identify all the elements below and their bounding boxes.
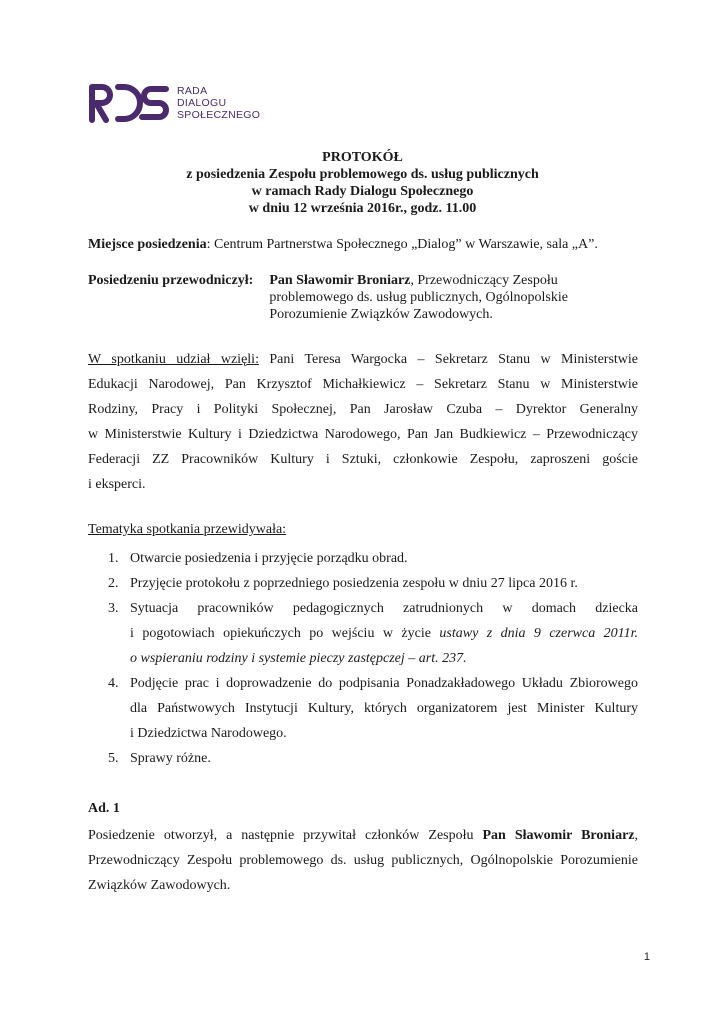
ad1-line-2: Przewodniczący Zespołu problemowego ds. usług publicznych, Ogólnopolskie Porozumienie bbox=[88, 853, 638, 868]
ad1-body bbox=[88, 823, 638, 898]
agenda-item-text: Sprawy różne. bbox=[130, 751, 211, 766]
ad1-line-1-bold: Pan Sławomir Broniarz bbox=[482, 828, 635, 843]
logo-line-dialogu: DIALOGU bbox=[177, 97, 227, 109]
agenda-item-text: Sytuacja pracowników pedagogicznych zatrudnionych w domach dziecka bbox=[130, 601, 638, 616]
ad1-heading: Ad. 1 bbox=[88, 801, 120, 816]
participants-paragraph bbox=[88, 347, 638, 497]
meeting-place-label: Miejsce posiedzenia bbox=[88, 237, 207, 252]
participants-line-3: Rodziny, Pracy i Polityki Społecznej, Pan Jarosław Czuba – Dyrektor Generalny bbox=[88, 402, 638, 417]
participants-line-2: Edukacji Narodowej, Pan Krzysztof Michałkiewicz – Sekretarz Stanu w Ministerstwie bbox=[88, 377, 638, 392]
agenda-item bbox=[108, 596, 638, 671]
title-line-1: PROTOKÓŁ bbox=[322, 150, 403, 165]
agenda-item-text: Przyjęcie protokołu z poprzedniego posiedzenia zespołu w dniu 27 lipca 2016 r. bbox=[130, 576, 578, 591]
agenda-item-number: 4. bbox=[108, 676, 119, 691]
chair-section bbox=[88, 272, 638, 323]
chair-body bbox=[269, 272, 638, 323]
participants-line bbox=[88, 347, 638, 372]
chair-label: Posiedzeniu przewodniczył: bbox=[88, 273, 254, 288]
agenda-item bbox=[108, 546, 638, 571]
agenda-item-number: 3. bbox=[108, 601, 119, 616]
participants-line-1: Pani Teresa Wargocka – Sekretarz Stanu w Ministerstwie bbox=[258, 352, 639, 367]
agenda-item-number: 2. bbox=[108, 576, 119, 591]
agenda-item bbox=[108, 571, 638, 596]
participants-line-6: i eksperci. bbox=[88, 477, 146, 492]
agenda-item bbox=[108, 671, 638, 746]
participants-line-4: w Ministerstwie Kultury i Dziedzictwa Narodowego, Pan Jan Budkiewicz – Przewodniczący bbox=[88, 427, 638, 442]
logo-text bbox=[177, 85, 260, 121]
title-line-3: w ramach Rady Dialogu Społecznego bbox=[251, 184, 474, 199]
chair-line-1-rest: , Przewodniczący Zespołu bbox=[410, 273, 558, 288]
title-line-4: w dniu 12 września 2016r., godz. 11.00 bbox=[248, 201, 477, 216]
agenda-item-text-line-2: dla Państwowych Instytucji Kultury, których organizatorem jest Minister Kultury bbox=[130, 701, 638, 716]
agenda-list bbox=[108, 546, 638, 771]
chair-line-2: problemowego ds. usług publicznych, Ogólnopolskie bbox=[269, 290, 568, 305]
agenda-title: Tematyka spotkania przewidywała: bbox=[88, 522, 287, 537]
logo-line-rada: RADA bbox=[177, 85, 208, 97]
agenda-item-plain: i pogotowiach opiekuńczych po wejściu w życie bbox=[130, 626, 440, 641]
chair-line-3: Porozumienie Związków Zawodowych. bbox=[269, 307, 493, 322]
document-title bbox=[0, 149, 725, 217]
agenda-item-text-line-2 bbox=[130, 621, 638, 646]
page-number: 1 bbox=[643, 951, 650, 963]
ad1-line-1 bbox=[88, 823, 638, 848]
participants-line-5: Federacji ZZ Pracowników Kultury i Sztuki, członkowie Zespołu, zaproszeni goście bbox=[88, 452, 638, 467]
agenda-item-number: 1. bbox=[108, 551, 119, 566]
agenda-item-text-line-3: i Dziedzictwa Narodowego. bbox=[130, 726, 287, 741]
participants-label: W spotkaniu udział wzięli: bbox=[88, 352, 259, 367]
rds-logo bbox=[88, 82, 263, 124]
logo-line-spolecznego: SPOŁECZNEGO bbox=[177, 109, 261, 121]
chair-name: Pan Sławomir Broniarz bbox=[269, 273, 411, 288]
agenda-item-number: 5. bbox=[108, 751, 119, 766]
ad1-line-1-end: , bbox=[634, 828, 639, 843]
ad1-line-1-plain: Posiedzenie otworzył, a następnie przywitał członków Zespołu bbox=[88, 828, 483, 843]
meeting-place-text: : Centrum Partnerstwa Społecznego „Dialog” w Warszawie, sala „A”. bbox=[206, 237, 598, 252]
ad1-line-3: Związków Zawodowych. bbox=[88, 878, 231, 893]
agenda-item-italic-line-3: o wspieraniu rodziny i systemie pieczy zastępczej – art. 237. bbox=[130, 651, 467, 666]
agenda-item-italic: ustawy z dnia 9 czerwca 2011r. bbox=[439, 626, 639, 641]
agenda-item-text: Otwarcie posiedzenia i przyjęcie porządku obrad. bbox=[130, 551, 408, 566]
title-line-2: z posiedzenia Zespołu problemowego ds. usług publicznych bbox=[186, 167, 539, 182]
rds-logo-mark bbox=[88, 83, 170, 123]
agenda-item bbox=[108, 746, 638, 771]
agenda-item-text: Podjęcie prac i doprowadzenie do podpisania Ponadzakładowego Układu Zbiorowego bbox=[130, 676, 638, 691]
meeting-place bbox=[88, 236, 638, 253]
